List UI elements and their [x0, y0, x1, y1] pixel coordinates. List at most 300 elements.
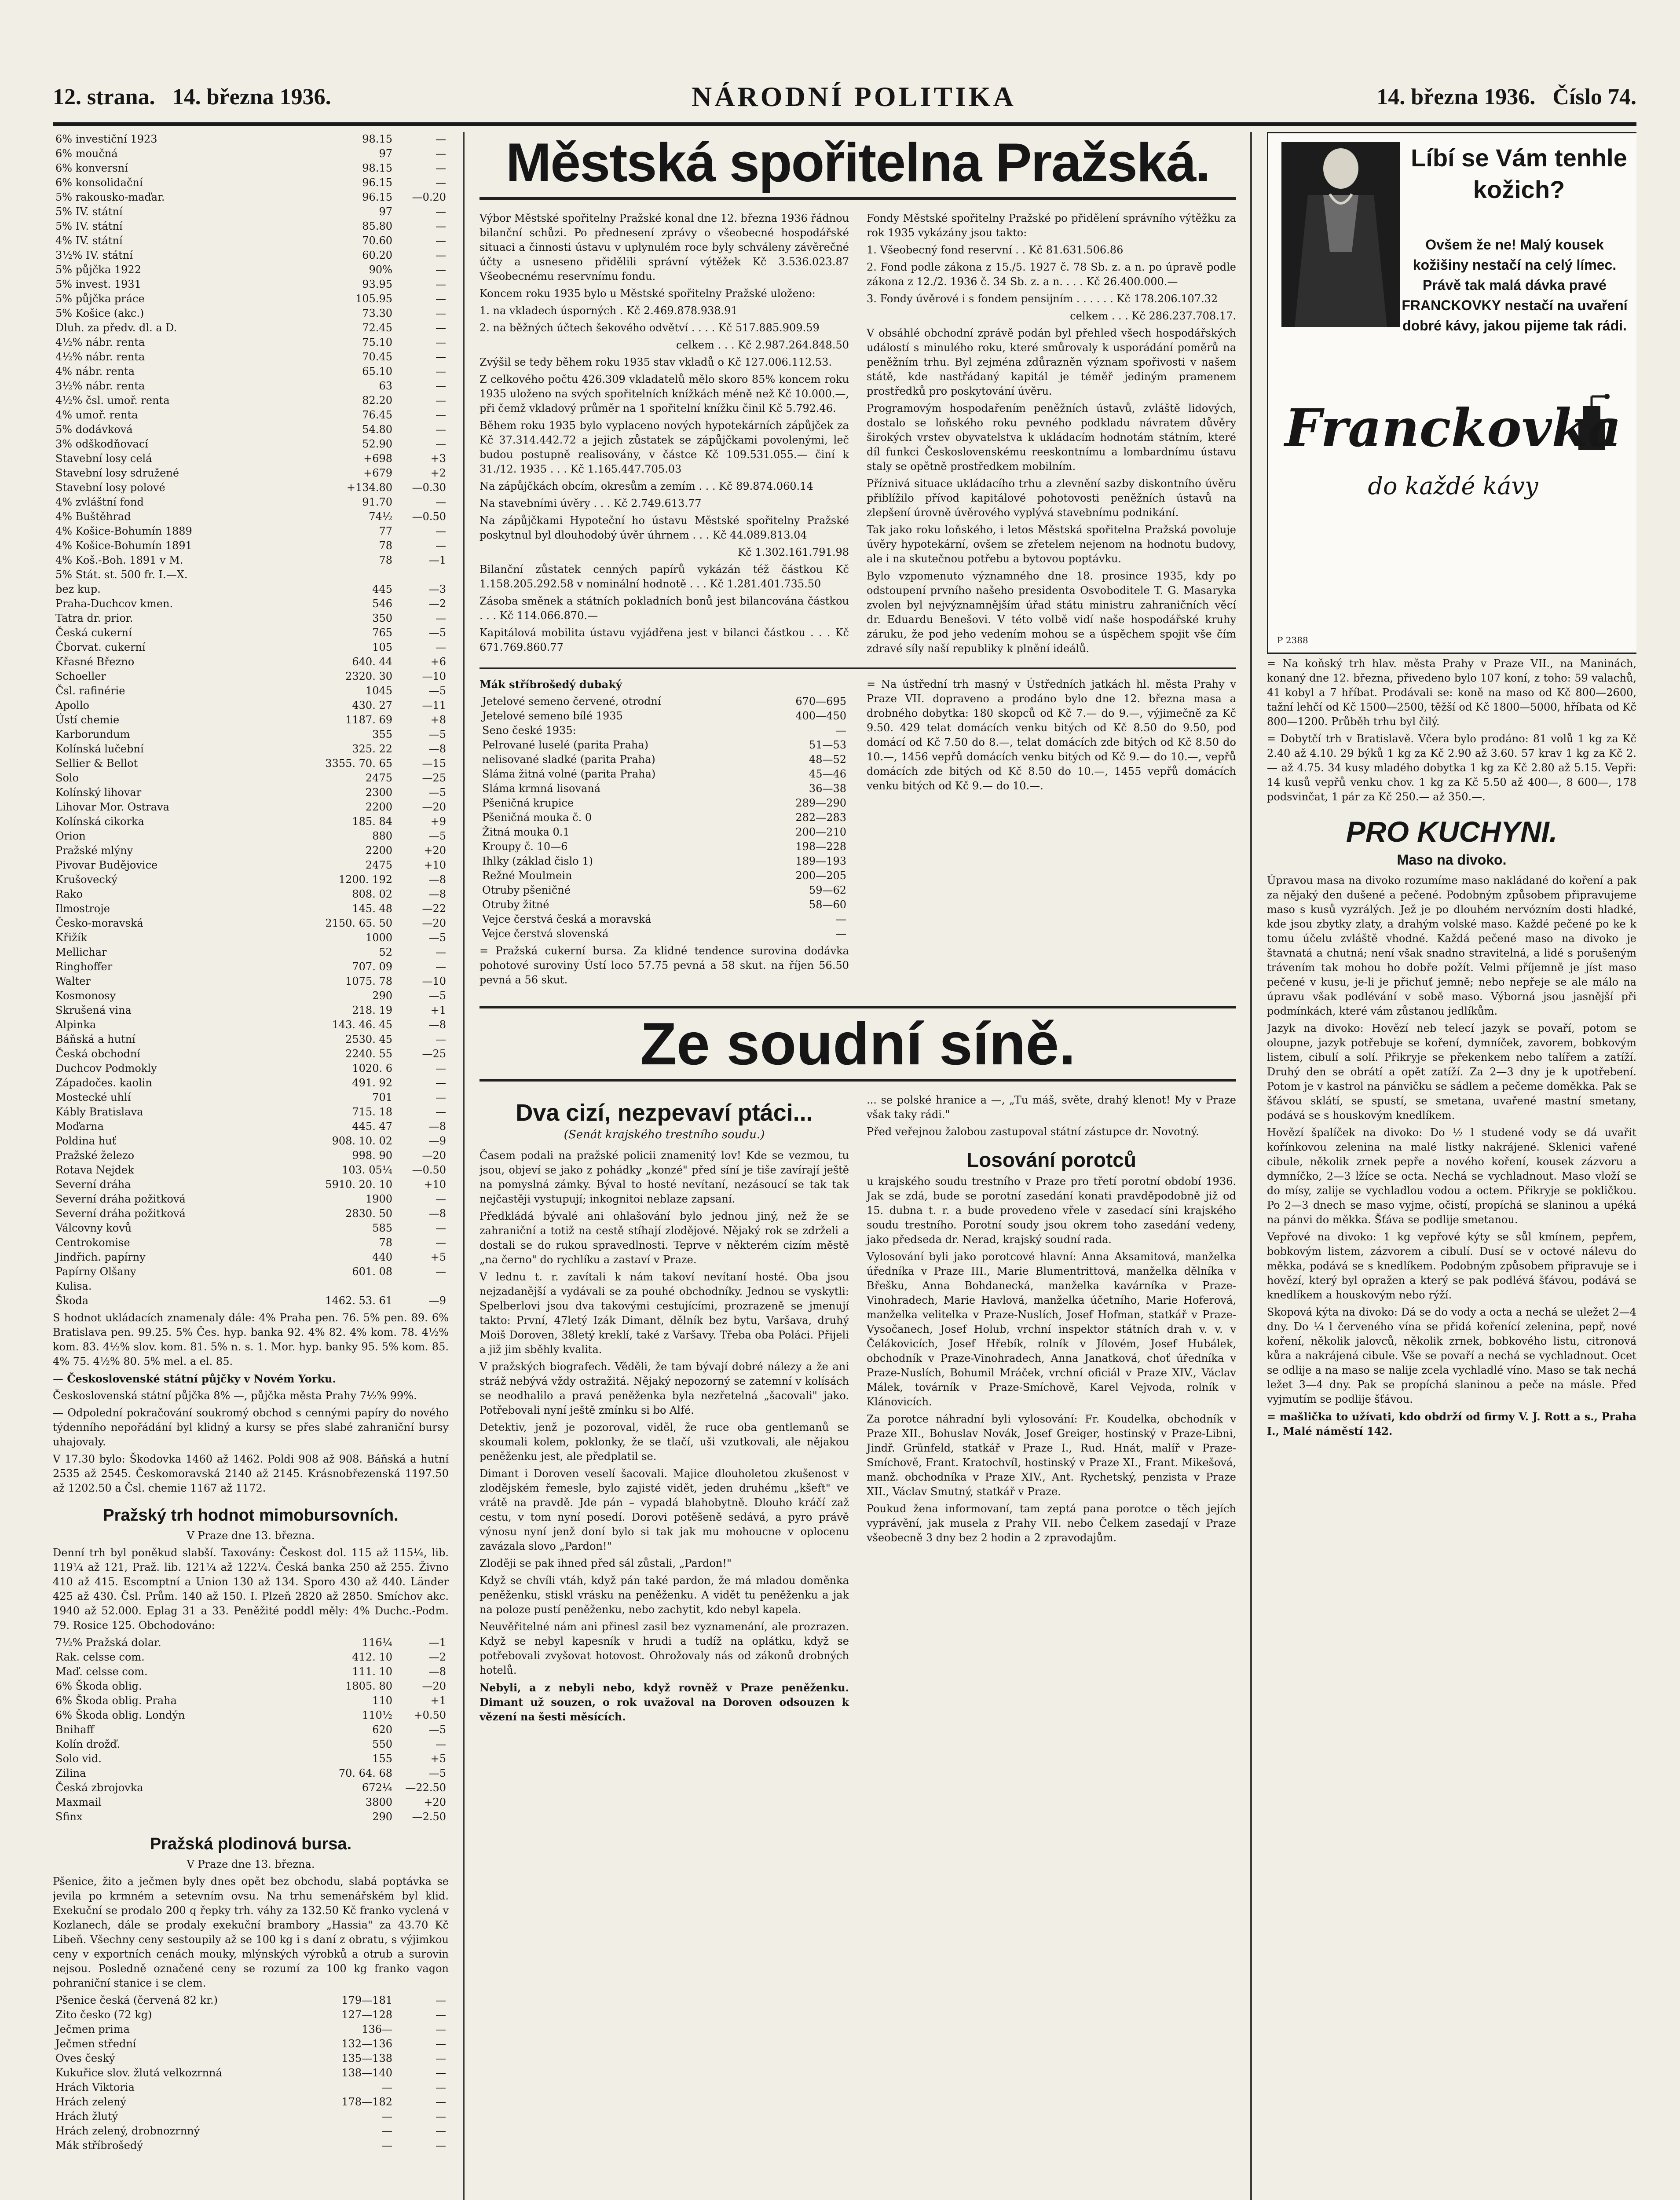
- stock-row-change: —: [436, 438, 446, 450]
- offexchange-market-title: Pražský trh hodnot mimobursovních.: [103, 1506, 399, 1525]
- trade-row-value: 155: [372, 1753, 392, 1765]
- trade-row-label: Solo vid.: [55, 1753, 102, 1765]
- stock-row-label: Čborvat. cukerní: [55, 641, 146, 653]
- stock-row-value: 2200: [365, 801, 392, 813]
- produce-row-value: 200—210: [795, 826, 846, 838]
- grain-row-value: 136—: [362, 2023, 392, 2035]
- stock-row: [53, 1163, 449, 1177]
- stock-row-change: +10: [424, 1178, 446, 1191]
- stock-row: [53, 539, 449, 553]
- stock-row-value: 880: [372, 830, 392, 842]
- column-main: [479, 132, 1236, 2200]
- stock-row-change: —0.20: [412, 191, 446, 203]
- stock-row-label: Centrokomise: [55, 1236, 130, 1249]
- stock-row: [53, 1294, 449, 1308]
- funds-para-6: Bylo vzpomenuto významného dne 18. prosince 1935, kdy po odstoupení prvního našeho presidenta Osvoboditele T. G. Masaryka zvolen byl nejvýznamnějším úřad státu ministru zahraničních věcí dr. Eduardu Benešovi. V této volbě vidí naše hospodářské kruhy záruku, že pod jeho vedením mohou se a úspěchem spojit vše čím zdravé síly naší republiky k plnění ideálů.: [867, 570, 1236, 655]
- stock-row-value: +134.80: [346, 481, 392, 494]
- stock-row: [53, 176, 449, 190]
- grain-row-change: —: [436, 2081, 446, 2094]
- stock-row-change: —5: [428, 786, 446, 799]
- stock-row-value: 72.45: [362, 322, 392, 334]
- stock-row-change: —: [436, 1077, 446, 1089]
- stock-row-change: —: [436, 351, 446, 363]
- stock-row-value: 78: [379, 1236, 392, 1249]
- stock-row-change: —20: [422, 1149, 446, 1162]
- trade-row-label: Maxmail: [55, 1796, 102, 1808]
- stock-row-change: —5: [428, 728, 446, 741]
- article-birds-subtitle: (Senát krajského trestního soudu.): [564, 1128, 765, 1141]
- stock-row-value: 2150. 65. 50: [325, 917, 392, 929]
- stock-row: [53, 1250, 449, 1265]
- stock-row-change: —8: [428, 873, 446, 886]
- stock-row-value: 445: [372, 583, 392, 595]
- stock-row-label: 5% Košice (akc.): [55, 307, 144, 319]
- offexchange-date: V Praze dne 13. března.: [187, 1529, 315, 1542]
- stock-row-label: Alpinka: [55, 1019, 96, 1031]
- stock-row-label: Walter: [55, 975, 91, 987]
- stock-row: [53, 292, 449, 306]
- stock-row-change: —2: [428, 598, 446, 610]
- produce-row-label: Jetelové semeno červené, otrodní: [482, 695, 661, 708]
- stock-row-label: Karborundum: [55, 728, 130, 741]
- birds-end-2: Před veřejnou žalobou zastupoval státní zástupce dr. Novotný.: [867, 1126, 1199, 1138]
- stock-row-change: —: [436, 1193, 446, 1205]
- trade-row-value: 110½: [362, 1709, 392, 1721]
- grain-row: [53, 2051, 449, 2066]
- stock-row: [53, 524, 449, 539]
- stock-row: [53, 1279, 449, 1294]
- stock-row-change: —: [436, 961, 446, 973]
- stock-row-value: 77: [379, 525, 392, 537]
- grain-row: [53, 2095, 449, 2109]
- produce-row: [479, 738, 849, 752]
- stock-row-value: 85.80: [362, 220, 392, 232]
- birds-end-1: ... se polské hranice a —, „Tu máš, světe, drahý klenot! My v Praze však taky rádi.": [867, 1094, 1236, 1121]
- stock-row-label: Pražské železo: [55, 1149, 135, 1162]
- produce-and-meat: [479, 667, 1236, 990]
- kitchen-para-1: Úpravou masa na divoko rozumíme maso nakládané do koření a pak za nějaký den dušené a pečené. Podobným způsobem připravujeme maso s kusů vyzrálých. Jež je po dlouhém nervózním dosti hladké, kde jsou zbytky zlaty, a drahým volské maso. Každé pečené po ke k tomu účelu zvláště vhodné. Každá pečené maso na divoko je štavnatá a chutná; není však snadno stravitelná, a lidé s porušeným trávením tak mohou ho dobře požít. Velmi příjemně je jíst maso pečené v kusu, je-li je přichuť jemně; nebo nepřeje se ale málo na úpravu však podlévání v sobě maso. Výborná jsou jasnější při podmínkách, které vám zůstanou jedlíkům.: [1267, 874, 1636, 1017]
- stock-row-value: 91.70: [362, 496, 392, 508]
- stock-row-change: —: [436, 322, 446, 334]
- stock-row-value: 73.30: [362, 307, 392, 319]
- trade-row: [53, 1635, 449, 1650]
- trade-row: [53, 1708, 449, 1723]
- stock-row: [53, 626, 449, 640]
- stock-row-label: 4% Koš.-Boh. 1891 v M.: [55, 554, 183, 566]
- produce-row-label: Žitná mouka 0.1: [482, 826, 570, 838]
- stock-row-change: —8: [428, 1120, 446, 1133]
- stock-row-label: Křižík: [55, 931, 87, 944]
- grain-row-change: —: [436, 2110, 446, 2123]
- stock-row: [53, 800, 449, 814]
- kitchen-para-2: Jazyk na divoko: Hovězí neb telecí jazyk se povaří, potom se oloupne, jazyk potřebuje se koření, dymníček, zavorem, bobkovým listem, cibulí a solí. Přikryje se překenkem nebo talířem a zatíží. Druhý den se obrátí a opět zatíží. Za 2—3 dny je k upotřebení. Potom je v kastrol na pánvičku se sádlem a pečeme doměkka. Pak se šťávou sklátí, se spustí, se smetana, uvařené mastní smetany, podává se s houskovým knedlíkem.: [1267, 1022, 1636, 1122]
- stock-row-label: Kolínská lučební: [55, 743, 144, 755]
- stock-row-value: 1045: [365, 685, 392, 697]
- trade-row: [53, 1650, 449, 1665]
- stock-row-value: 998. 90: [352, 1149, 392, 1162]
- stock-row-label: bez kup.: [55, 583, 101, 595]
- stock-row-value: 82.20: [362, 394, 392, 407]
- stock-row-value: 1900: [365, 1193, 392, 1205]
- trade-row: [53, 1665, 449, 1679]
- stock-row-label: Stavební losy polové: [55, 481, 165, 494]
- header-right: [1376, 84, 1636, 110]
- stock-row-change: —5: [428, 931, 446, 944]
- birds-para-7: Zloději se pak ihned před sál zůstali, „Pardon!": [479, 1557, 732, 1569]
- stock-row-label: 5% rakousko-maďar.: [55, 191, 165, 203]
- trade-row-change: —: [436, 1738, 446, 1750]
- kitchen-footer-note: = mašlička to užívati, kdo obdrží od firmy V. J. Rott a s., Praha I., Malé náměstí 142.: [1267, 1410, 1636, 1437]
- savings-para-2: Koncem roku 1935 bylo u Městské spořitelny Pražské uloženo:: [479, 287, 816, 300]
- trade-row-value: 672¼: [362, 1782, 392, 1794]
- trade-row-label: Zilina: [55, 1767, 86, 1779]
- stock-row: [53, 480, 449, 495]
- stock-row-label: Poldina huť: [55, 1135, 117, 1147]
- stock-row-value: 491. 92: [352, 1077, 392, 1089]
- savings-para-3: Zvýšil se tedy během roku 1935 stav vkladů o Kč 127.006.112.53.: [479, 356, 832, 368]
- savings-bank-headline: Městská spořitelna Pražská.: [479, 132, 1236, 200]
- stock-row-label: Rotava Nejdek: [55, 1164, 134, 1176]
- stock-row-label: Duchcov Podmokly: [55, 1062, 157, 1074]
- sugar-exchange-text: = Pražská cukerní bursa. Za klidné tendence surovina dodávka pohotové suroviny Ústí loco 57.75 pevná a 58 skut. na říjen 56.50 pevná a 56 skut.: [479, 945, 849, 986]
- stock-row-change: —20: [422, 801, 446, 813]
- stock-row-label: 4½% nábr. renta: [55, 351, 145, 363]
- trade-row-label: Sfinx: [55, 1811, 83, 1823]
- stock-row-change: —: [436, 1222, 446, 1234]
- stock-row: [53, 568, 449, 582]
- stock-row-value: 808. 02: [352, 888, 392, 900]
- grain-row-value: —: [382, 2110, 392, 2123]
- stock-row-value: 1200. 192: [338, 873, 392, 886]
- savings-para-6: Na zápůjčkách obcím, okresům a zemím . . . Kč 89.874.060.14: [479, 480, 813, 492]
- stock-row-label: Česká cukerní: [55, 627, 132, 639]
- stock-row: [53, 321, 449, 335]
- offexchange-text: Denní trh byl poněkud slabší. Taxovány: Českost dol. 115 až 115¼, lib. 119¼ až 121, Praž. lib. 121¼ až 122¼. Česká banka 250 až 255. Živno 410 až 415. Escomptní a Union 130 až 134. Sporo 430 až 440. Länder 425 až 430. Čsl. Prům. 140 až 150. I. Plzeň 2820 až 2850. Smíchov akc. 1940 až 52.000. Eplag 31 a 33. Peněžité poddl měly: 4% Duchc.-Podm. 79. Rosice 125. Obchodováno:: [53, 1547, 449, 1632]
- stock-row-label: Kolínská cikorka: [55, 815, 144, 828]
- stock-row-value: 546: [372, 598, 392, 610]
- stock-row-value: 143. 46. 45: [332, 1019, 392, 1031]
- stock-row-label: 3% odškodňovací: [55, 438, 149, 450]
- stock-row-change: —: [436, 496, 446, 508]
- trade-row-value: 412. 10: [352, 1651, 392, 1663]
- stock-row-value: 60.20: [362, 249, 392, 261]
- jurors-para-1: u krajského soudu trestního v Praze pro třetí porotní období 1936. Jak se zdá, bude se porotní zasedání konati pravděpodobně již od 15. dubna t. r. a bude provedeno vřele v zasedací síni krajského soudu trestního. Porotní soudy jsou okrem toho zasedání vedeny, jako předseda dr. Nerad, krajský soudní rada.: [867, 1175, 1236, 1246]
- grain-row-label: Ječmen střední: [55, 2038, 136, 2050]
- stock-row-label: 4% zvláštní fond: [55, 496, 144, 508]
- stock-row-value: 2200: [365, 844, 392, 857]
- grain-row: [53, 2080, 449, 2095]
- trade-row-value: 550: [372, 1738, 392, 1750]
- trade-row-change: —22.50: [405, 1782, 446, 1794]
- page-header: [53, 79, 1636, 126]
- stock-row: [53, 1076, 449, 1090]
- grain-row-value: 178—182: [341, 2096, 392, 2108]
- savings-row-1: 1. na vkladech úsporných . Kč 2.469.878.938.91: [479, 304, 738, 317]
- stock-row-value: 218. 19: [352, 1004, 392, 1016]
- court-headline: Ze soudní síně.: [479, 1006, 1236, 1082]
- stock-row-label: Pražské mlýny: [55, 844, 133, 857]
- stock-row: [53, 756, 449, 771]
- stock-row-change: —: [436, 539, 446, 552]
- stock-row: [53, 219, 449, 234]
- stock-row: [53, 597, 449, 611]
- stock-row-change: —25: [422, 772, 446, 784]
- savings-para-7: Na stavebními úvěry . . . Kč 2.749.613.77: [479, 497, 702, 510]
- birds-para-10: Nebyli, a z nebyli nebo, když rovněž v Praze peněženku. Dimant už souzen, o rok uvažoval na Doroven odsouzen k vězení na šesti měsících.: [479, 1681, 849, 1723]
- stock-row: [53, 945, 449, 960]
- stock-row: [53, 263, 449, 277]
- stock-row: [53, 785, 449, 800]
- stock-row-value: 96.15: [362, 176, 392, 189]
- produce-row: [479, 869, 849, 883]
- trade-row-change: —8: [428, 1665, 446, 1678]
- stock-row-label: Lihovar Mor. Ostrava: [55, 801, 169, 813]
- stock-row-change: —: [436, 380, 446, 392]
- produce-row-value: 189—193: [795, 855, 846, 867]
- produce-row-value: 36—38: [809, 782, 846, 795]
- birds-para-9: Neuvěřitelné nám ani přinesl zasil bez vyznamenání, ale prozrazen. Když se nebyl kapesník v hrudi a tudíž na oplátku, když se potřebovali zvyšovat hotovost. Ohrožovaly nás od zákonů drobných hotelů.: [479, 1621, 849, 1676]
- produce-row-value: —: [836, 928, 846, 940]
- stock-row-label: Mellichar: [55, 946, 107, 958]
- stock-row-change: —: [436, 205, 446, 218]
- jurors-para-2: Vylosování byli jako porotcové hlavní: Anna Aksamitová, manželka úředníka v Praze III., Marie Blumentrittová, manželka dělníka v Břešku, Anna Bohdanecká, manželka kavárníka v Praze-Vinohradech, Marie Havlová, manželka účetního, Marie Hoferová, manželka velitelka v Praze-Nuslích, Josef Hofman, statkář v Praze-Vysočanech, Josef Holub, vrchní inspektor státních drah v. v. v Čelákovicích, Josef Hřebík, rolník v Jílovém, Josef Hubálek, obchodník v Praze-Vinohradech, Anna Janatková, choť úředníka v Praze-Nuslích, Bohumil Mráček, vrchní oficiál v Praze XIV., Václav Málek, továrník v Praze-Smíchově, Karel Vejvoda, rolník v Klánovicích.: [867, 1250, 1236, 1408]
- trade-row-change: +5: [430, 1753, 446, 1765]
- trade-row-value: 111. 10: [352, 1665, 392, 1678]
- stock-row-change: —20: [422, 917, 446, 929]
- stock-row-value: 445. 47: [352, 1120, 392, 1133]
- grain-row: [53, 2066, 449, 2080]
- grain-exchange-text: Pšenice, žito a ječmen byly dnes opět bez obchodu, slabá poptávka se jevila po krmném a setevním ovsu. Na trhu semenářském byl klid. Exekuční se prodalo 200 q řepky trh. váhy za 132.50 Kč franko vyclená v Kozlanech, dále se prodaly exekuční brambory „Hassia" za 43.70 Kč Libeň. Všechny ceny sestoupily až se 100 kg i s daní z obratu, s výjimkou ceny v exportních cenách mouky, mlýnských výrobků a otrub a surovin nejsou. Posledně označené ceny se rozumí za 100 kg franko vagon pohraniční stanice i se clem.: [53, 1875, 449, 1989]
- stock-row: [53, 902, 449, 916]
- stock-row: [53, 640, 449, 655]
- trade-row-label: 7½% Pražská dolar.: [55, 1636, 161, 1649]
- stock-row-label: Kábly Bratislava: [55, 1106, 143, 1118]
- stock-row-change: —15: [422, 757, 446, 770]
- grain-row-label: Oves český: [55, 2052, 115, 2064]
- stock-row-value: 75.10: [362, 336, 392, 348]
- column-markets: [53, 132, 449, 2200]
- produce-row-value: 45—46: [809, 768, 846, 780]
- stock-row-value: 97: [379, 147, 392, 160]
- stock-row-value: 90%: [369, 264, 392, 276]
- stock-row-value: 2475: [365, 859, 392, 871]
- savings-para-9: Kč 1.302.161.791.98: [738, 546, 849, 558]
- funds-row-3: 3. Fondy úvěrové i s fondem pensijním . . . . . . Kč 178.206.107.32: [867, 293, 1218, 305]
- stock-row-value: 76.45: [362, 409, 392, 421]
- stock-row-change: —: [436, 293, 446, 305]
- produce-table: [479, 694, 849, 941]
- stock-row-change: —1: [428, 554, 446, 566]
- ad-headline: Líbí se Vám tenhle kožich?: [1411, 144, 1627, 203]
- stock-row-value: 52: [379, 946, 392, 958]
- produce-row-label: Pelrované luselé (parita Praha): [482, 739, 649, 751]
- produce-row: [479, 810, 849, 825]
- stock-row-label: Severní dráha požitková: [55, 1193, 186, 1205]
- stock-row-value: 2830. 50: [345, 1207, 392, 1220]
- stock-row: [53, 466, 449, 480]
- stock-row-change: +10: [424, 859, 446, 871]
- stock-row-label: Škoda: [55, 1294, 89, 1307]
- header-left: [53, 84, 331, 110]
- court-articles: [479, 1090, 1236, 1727]
- stock-row-change: —: [436, 220, 446, 232]
- stock-row-label: Krušovecký: [55, 873, 117, 886]
- birds-para-4: V pražských biografech. Věděli, že tam bývají dobré nálezy a že ani stráž nebývá vždy ostražitá. Nějaký nepozorný se zatemní v kolísách se neodhalilo a pravá peněženka byla nezřetelná „šacovali" jako. Potřebovali nyní ještě zmínku si bo Alfé.: [479, 1360, 849, 1416]
- stock-row: [53, 742, 449, 756]
- stock-row-value: 2300: [365, 786, 392, 799]
- stock-row-change: —8: [428, 1019, 446, 1031]
- produce-row-label: Vejce čerstvá česká a moravská: [482, 913, 652, 925]
- savings-para-5: Během roku 1935 bylo vyplaceno nových hypotekárních zápůjček za Kč 37.314.442.72 a jejich zůstatek se zápůjčkami povolenými, leč budou postupně realisovány, v částce Kč 109.531.055.— činí k 31./12. 1935 . . . Kč 1.165.447.705.03: [479, 419, 849, 475]
- stock-row-value: 2240. 55: [345, 1048, 392, 1060]
- stock-row-change: —0.50: [412, 510, 446, 523]
- stock-row-value: 103. 05¼: [342, 1164, 392, 1176]
- stock-row-change: —: [436, 133, 446, 145]
- stock-row: [53, 495, 449, 510]
- stock-row-value: 74½: [369, 510, 392, 523]
- trade-row: [53, 1795, 449, 1810]
- fur-coat-illustration: [1281, 142, 1400, 327]
- stock-row: [53, 234, 449, 248]
- grain-row: [53, 2124, 449, 2138]
- produce-row-value: —: [836, 724, 846, 737]
- produce-row-label: Seno české 1935:: [482, 724, 576, 737]
- stock-row: [53, 306, 449, 321]
- ad-body-text: Ovšem že ne! Malý kousek kožišiny nestačí na celý límec. Právě tak malá dávka pravé FRANCKOVKY nestačí na uvaření dobré kávy, jakou pijeme tak rádi.: [1402, 237, 1628, 334]
- grain-row-change: —: [436, 2096, 446, 2108]
- stock-row: [53, 873, 449, 887]
- stock-row-value: 1075. 78: [345, 975, 392, 987]
- produce-row: [479, 912, 849, 927]
- trade-row: [53, 1810, 449, 1824]
- grain-row-label: Mák stříbrošedý: [55, 2139, 143, 2152]
- trade-row: [53, 1694, 449, 1708]
- stock-row-label: Skrušená vina: [55, 1004, 132, 1016]
- column-right: [1267, 132, 1636, 2200]
- produce-row: [479, 694, 849, 709]
- stock-row: [53, 1192, 449, 1206]
- stock-row-value: 2320. 30: [345, 670, 392, 682]
- stock-row-label: Severní dráha požitková: [55, 1207, 186, 1220]
- stock-row-value: 1000: [365, 931, 392, 944]
- stock-row-value: 585: [372, 1222, 392, 1234]
- column-rule-2: [1250, 132, 1252, 2200]
- stock-row-value: 707. 09: [352, 961, 392, 973]
- grain-row-change: —: [436, 1994, 446, 2006]
- grain-row-label: Pšenice česká (červená 82 kr.): [55, 1994, 218, 2006]
- stock-row-change: —25: [422, 1048, 446, 1060]
- funds-row-4: celkem . . . Kč 286.237.708.17.: [1070, 310, 1236, 322]
- stock-row-label: Mostecké uhlí: [55, 1091, 131, 1104]
- produce-row-label: Ihlky (základ čislo 1): [482, 855, 593, 867]
- header-date-right: 14. března 1936.: [1376, 84, 1536, 110]
- stock-row-label: Schoeller: [55, 670, 106, 682]
- meat-market: [867, 675, 1236, 990]
- stock-row-change: [395, 1279, 449, 1294]
- stock-row: [53, 1018, 449, 1032]
- trade-row-label: Maď. celsse com.: [55, 1665, 148, 1678]
- ad-brand-name: Franckovka: [1285, 397, 1621, 458]
- produce-row-label: Jetelové semeno bílé 1935: [482, 710, 623, 722]
- court-article-jurors: [867, 1090, 1236, 1727]
- stock-row-change: —5: [428, 990, 446, 1002]
- stock-row: [53, 989, 449, 1003]
- jurors-para-3: Za porotce náhradní byli vylosování: Fr. Koudelka, obchodník v Praze XII., Bohuslav Novák, Josef Greiger, hostinský v Praze-Libni, Jindř. Grünfeld, statkář v Praze I., Rud. Hnát, malíř v Praze-Smíchově, Frant. Kratochvíl, hostinský v Praze XI., Frant. Mikešová, manž. obchodníka v Praze XIV., Ant. Rychetský, penzista v Praze XII., Václav Smutný, statkář v Praze.: [867, 1413, 1236, 1498]
- header-date-left: 14. března 1936.: [172, 84, 331, 110]
- stock-row-value: 52.90: [362, 438, 392, 450]
- stock-row-label: Sellier & Bellot: [55, 757, 138, 770]
- deposit-values-text: S hodnot ukládacích znamenaly dále: 4% Praha pen. 76. 5% pen. 89. 6% Bratislava pen. 99.25. 5% Čes. hyp. banka 92. 4% 82. 4% kom. 78. 4½% kom. 83. 4½% slov. kom. 81. 5% n. s. 1. Mor. hyp. banky 95. 5% kom. 85. 4% 75. 4½% 80. 5% mel. a el. 85.: [53, 1312, 449, 1368]
- grain-row-change: —: [436, 2023, 446, 2035]
- stock-row-label: Severní dráha: [55, 1178, 131, 1191]
- birds-para-1: Časem podali na pražské policii znamenitý lov! Kde se vezmou, tu jsou, objeví se jako z pohádky „konzé" před síní je tiše zavírají ještě na pomyslná zámky. Býval to hosté nevítaní, nezásoucí se tak tak nejčastěji vystupují; inkognitoi neblaze zapsaní.: [479, 1149, 849, 1205]
- stock-row-value: 350: [372, 612, 392, 624]
- trade-row-value: 116¼: [362, 1636, 392, 1649]
- stock-row: [53, 1265, 449, 1279]
- produce-row-label: Vejce čerstvá slovenská: [482, 928, 609, 940]
- stock-row: [53, 510, 449, 524]
- stock-row: [53, 1177, 449, 1192]
- stock-row-value: 1187. 69: [345, 714, 392, 726]
- savings-bank-left: [479, 209, 849, 659]
- kitchen-section-subtitle: Maso na divoko.: [1397, 852, 1507, 868]
- stock-row: [53, 277, 449, 292]
- stock-row-label: Orion: [55, 830, 86, 842]
- stock-row-label: Křasné Březno: [55, 656, 135, 668]
- stock-row: [53, 437, 449, 451]
- stock-row-label: Tatra dr. prior.: [55, 612, 133, 624]
- trade-row-change: —5: [428, 1767, 446, 1779]
- stock-row-change: —: [436, 1106, 446, 1118]
- stock-row-label: Česko-moravská: [55, 917, 143, 929]
- grain-row-change: —: [436, 2052, 446, 2064]
- stock-row: [53, 1119, 449, 1134]
- savings-bank-right: [867, 209, 1236, 659]
- produce-row-value: 58—60: [809, 898, 846, 911]
- stock-row-label: Válcovny kovů: [55, 1222, 132, 1234]
- stock-row: [53, 960, 449, 974]
- stock-row: [53, 669, 449, 684]
- produce-title: Mák stříbrošedý dubaký: [479, 678, 622, 691]
- stock-row-label: Stavební losy celá: [55, 452, 152, 465]
- stock-row-change: —8: [428, 743, 446, 755]
- stock-row-label: Ringhoffer: [55, 961, 113, 973]
- stock-row-value: 325. 22: [352, 743, 392, 755]
- stock-row-change: —5: [428, 685, 446, 697]
- afternoon-trade-text: V 17.30 bylo: Škodovka 1460 až 1462. Poldi 908 až 908. Báňská a hutní 2535 až 2545. Českomoravská 2140 až 2145. Krásnobřezenská 1197.50 až 1202.50 a Čsl. chemie 1167 až 1172.: [53, 1453, 449, 1494]
- produce-row-value: 48—52: [809, 753, 846, 766]
- produce-row-value: —: [836, 913, 846, 925]
- stock-row: [53, 350, 449, 364]
- stock-row-value: 355: [372, 728, 392, 741]
- stock-row-value: 70.45: [362, 351, 392, 363]
- stock-row: [53, 422, 449, 437]
- stock-row-value: [302, 1279, 395, 1294]
- stock-row-label: Kolínský lihovar: [55, 786, 142, 799]
- stock-row-label: Ilmostroje: [55, 902, 110, 915]
- trade-row-value: 70. 64. 68: [338, 1767, 392, 1779]
- stock-row: [53, 684, 449, 698]
- grain-row: [53, 2037, 449, 2051]
- stock-row-value: 70.60: [362, 235, 392, 247]
- savings-para-8: Na zápůjčkami Hypoteční ho ústavu Městské spořitelny Pražské poskytnul byl dlouhodobý úvěr úhrnem . . . Kč 44.089.813.04: [479, 514, 849, 541]
- stock-row-change: —: [436, 264, 446, 276]
- produce-row-value: 51—53: [809, 739, 846, 751]
- stock-row: [53, 582, 449, 597]
- stock-row: [53, 829, 449, 843]
- produce-row: [479, 883, 849, 898]
- produce-row-value: 670—695: [795, 695, 846, 708]
